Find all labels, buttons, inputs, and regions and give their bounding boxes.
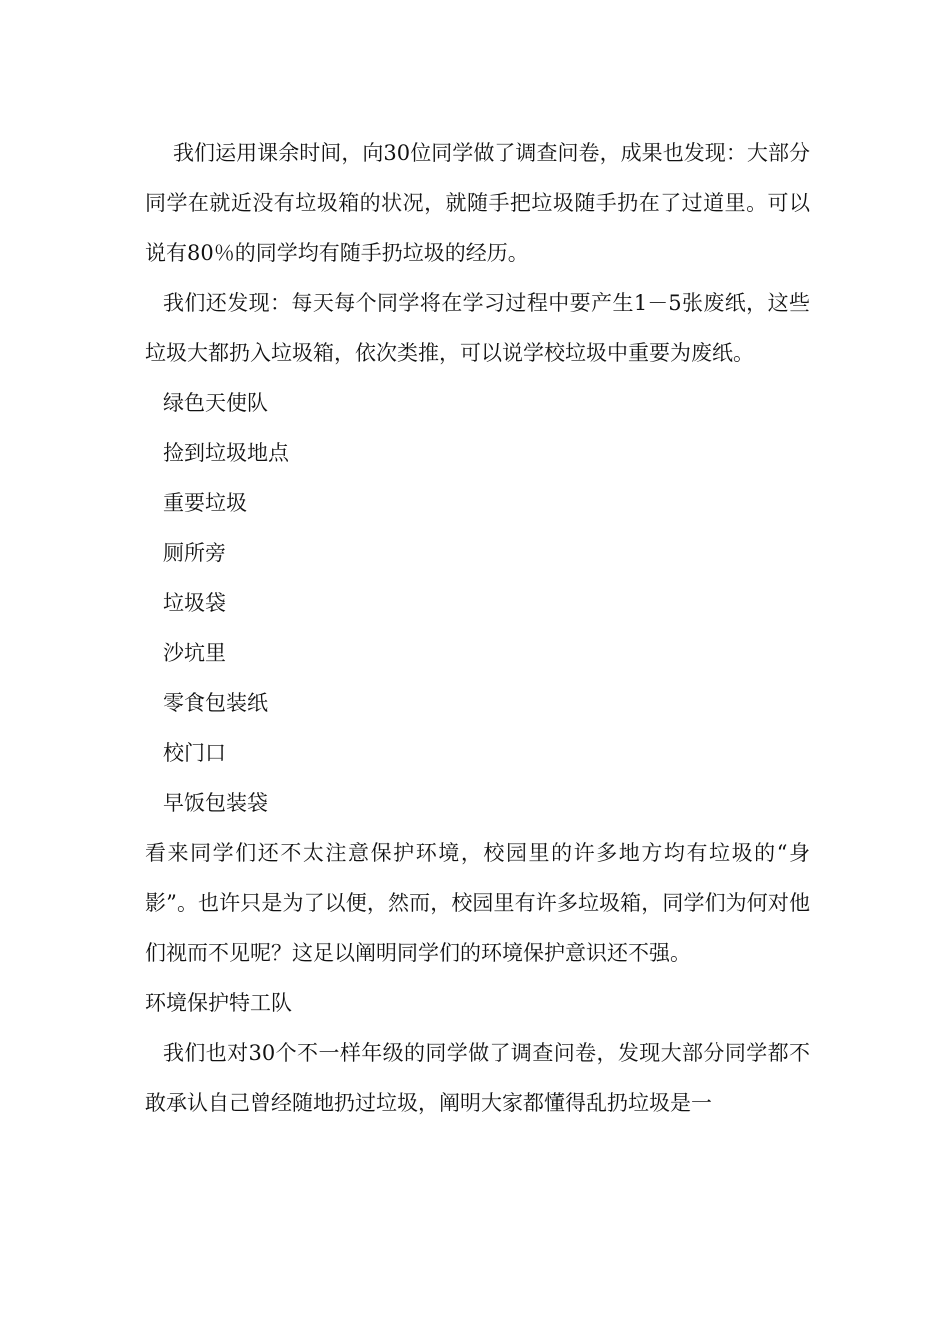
- list-item: 重要垃圾: [163, 491, 247, 515]
- list-item: 早饭包装袋: [163, 791, 268, 815]
- section-heading: 环境保护特工队: [145, 991, 292, 1015]
- list-item: 零食包装纸: [163, 691, 268, 715]
- paragraph-awareness: 看来同学们还不太注意保护环境，校园里的许多地方均有垃圾的“身影”。也许只是为了以便，然而，校园里有许多垃圾箱，同学们为何对他们视而不见呢？这足以阐明同学们的环境保护意识还不强。: [145, 841, 810, 965]
- list-item: 绿色天使队: [163, 391, 268, 415]
- paragraph-survey-results: 我们运用课余时间，向30位同学做了调查问卷，成果也发现：大部分同学在就近没有垃圾箱的状况，就随手把垃圾随手扔在了过道里。可以说有80％的同学均有随手扔垃圾的经历。: [145, 141, 810, 265]
- list-item: 厕所旁: [163, 541, 226, 565]
- list-item: 垃圾袋: [163, 591, 226, 615]
- list-item: 捡到垃圾地点: [163, 441, 289, 465]
- paragraph-waste-paper: 我们还发现：每天每个同学将在学习过程中要产生1－5张废纸，这些垃圾大都扔入垃圾箱，依次类推，可以说学校垃圾中重要为废纸。: [145, 291, 810, 365]
- team-list: [145, 378, 810, 828]
- paragraph-second-survey: 我们也对30个不一样年级的同学做了调查问卷，发现大部分同学都不敢承认自己曾经随地扔过垃圾，阐明大家都懂得乱扔垃圾是一: [145, 1041, 810, 1115]
- list-item: 校门口: [163, 741, 226, 765]
- list-item: 沙坑里: [163, 641, 226, 665]
- document-body: [145, 128, 810, 1128]
